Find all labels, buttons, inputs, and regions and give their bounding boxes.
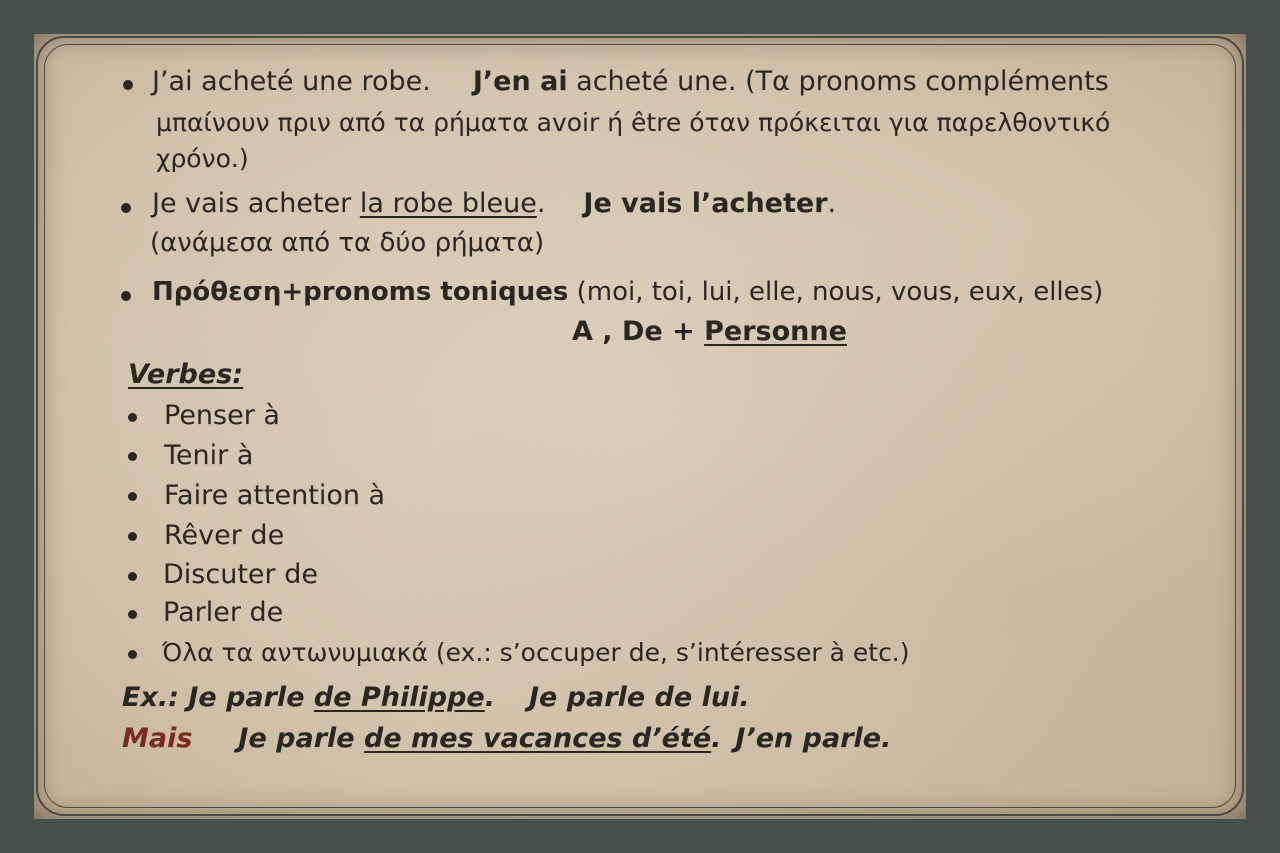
verbes-heading: Verbes: bbox=[128, 359, 244, 390]
bullet-1 bbox=[123, 80, 133, 90]
ex1-period: . bbox=[484, 682, 495, 713]
verb-bullet-5 bbox=[128, 572, 137, 581]
verb-bullet-1 bbox=[128, 413, 137, 422]
verb-bullet-4 bbox=[128, 532, 137, 541]
item3-bold: Πρόθεση+pronoms toniques bbox=[152, 277, 569, 307]
item3-rule bbox=[572, 316, 847, 348]
item1-note-line3: χρόνο.) bbox=[156, 144, 249, 173]
verb-item-3: Faire attention à bbox=[164, 480, 386, 511]
item1-answer-rest: acheté une. bbox=[576, 66, 737, 97]
verb-item-7: Όλα τα αντωνυμιακά (ex.: s’occuper de, s’intéresser à etc.) bbox=[162, 638, 910, 667]
verb-item-6: Parler de bbox=[163, 597, 284, 628]
item1-note-line2: μπαίνουν πριν από τα ρήματα avoir ή être όταν πρόκειται για παρελθοντικό bbox=[156, 108, 1111, 137]
item2-answer-period: . bbox=[827, 188, 837, 219]
bullet-2 bbox=[121, 203, 131, 213]
verb-item-4: Rêver de bbox=[164, 520, 285, 551]
verb-bullet-7 bbox=[128, 650, 137, 659]
item1-note-line1: (Τα pronoms compléments bbox=[745, 66, 1109, 97]
ex1-underlined: de Philippe bbox=[313, 682, 485, 713]
item3-list: (moi, toi, lui, elle, nous, vous, eux, elles) bbox=[576, 277, 1104, 307]
verb-bullet-6 bbox=[128, 610, 137, 619]
item3-rule-underlined: Personne bbox=[704, 316, 847, 347]
ex2-period: . bbox=[711, 723, 722, 754]
ex2-prefix: Je parle bbox=[238, 723, 355, 754]
ex1-answer-prefix: Je parle de bbox=[528, 682, 693, 713]
ex2-underlined: de mes vacances d’été bbox=[364, 723, 712, 754]
verb-bullet-3 bbox=[128, 492, 137, 501]
ex2-mais: Mais bbox=[122, 723, 193, 754]
example-1 bbox=[122, 682, 750, 714]
item2-line1 bbox=[152, 188, 836, 220]
ex1-answer-period: . bbox=[739, 682, 750, 713]
bullet-3 bbox=[121, 291, 131, 301]
verb-bullet-2 bbox=[128, 452, 137, 461]
item2-note: (ανάμεσα από τα δύο ρήματα) bbox=[150, 228, 545, 258]
item3-line1 bbox=[152, 277, 1103, 308]
example-2 bbox=[122, 723, 891, 755]
verb-item-1: Penser à bbox=[164, 400, 280, 431]
verb-item-2: Tenir à bbox=[164, 440, 254, 471]
item2-answer: Je vais l’acheter bbox=[583, 188, 828, 219]
item3-rule-prefix: A , De + bbox=[572, 316, 695, 347]
ex1-prefix: Ex.: Je parle bbox=[122, 682, 305, 713]
item1-answer-bold: J’en ai bbox=[472, 66, 568, 97]
item1-sentence: J’ai acheté une robe. bbox=[152, 66, 431, 97]
item2-period: . bbox=[536, 188, 546, 219]
verb-item-5: Discuter de bbox=[163, 559, 318, 590]
ex1-answer-bold: lui bbox=[701, 682, 740, 713]
item2-underlined: la robe bleue bbox=[359, 188, 537, 219]
ex2-answer: J’en parle. bbox=[735, 723, 892, 754]
item2-prefix: Je vais acheter bbox=[152, 188, 352, 219]
item1-line1 bbox=[152, 66, 1109, 98]
